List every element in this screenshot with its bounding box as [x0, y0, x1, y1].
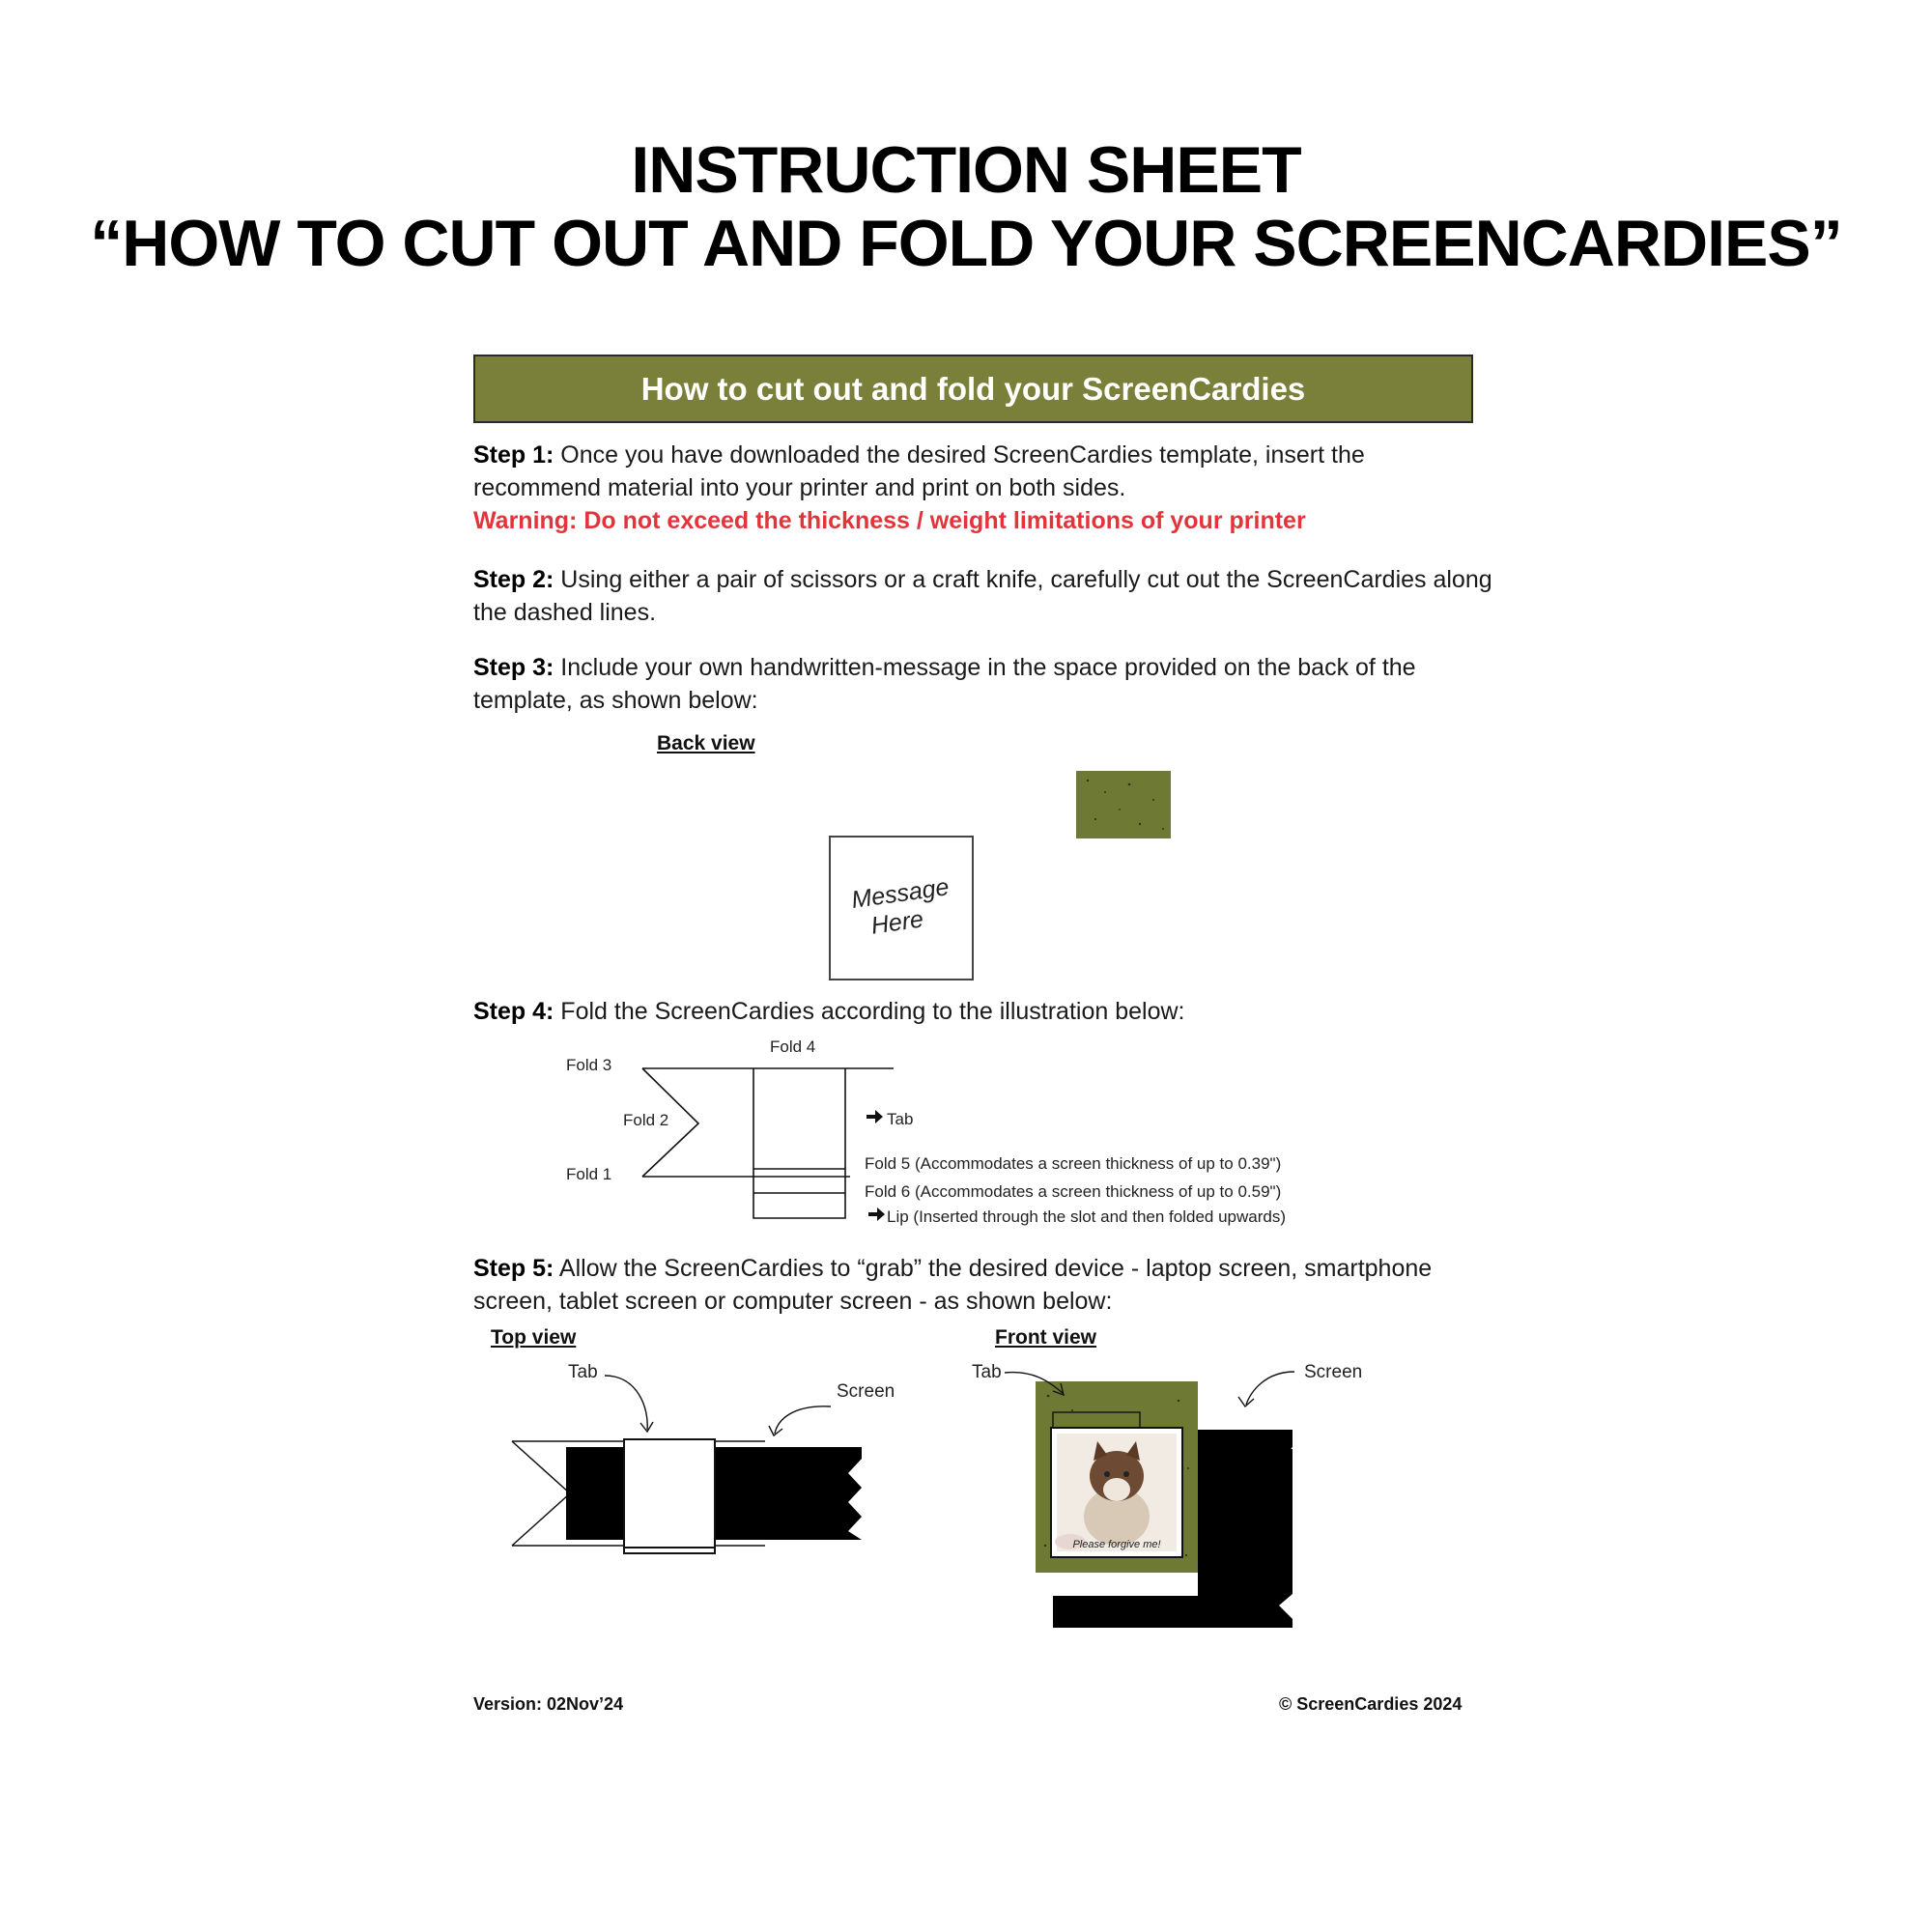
- banner-title: How to cut out and fold your ScreenCardies: [640, 370, 1306, 407]
- step3-text: Include your own handwritten-message in the space provided on the back of the template, as shown below:: [473, 654, 1416, 714]
- top-view-svg: [502, 1352, 927, 1575]
- fold-diagram-svg: [565, 1038, 1463, 1232]
- card-caption: Please forgive me!: [1072, 1539, 1161, 1550]
- back-view-label: Back view: [657, 732, 755, 754]
- step3-label: Step 3:: [473, 654, 554, 681]
- step1-text: Once you have downloaded the desired ScreenCardies template, insert the recommend material into your printer and print on both sides.: [473, 441, 1365, 501]
- front-screen-label: Screen: [1304, 1362, 1363, 1382]
- step1-label: Step 1:: [473, 441, 554, 469]
- top-zigzag: [512, 1441, 570, 1546]
- step5-text: Allow the ScreenCardies to “grab” the desired device - laptop screen, smartphone screen, tablet screen or computer screen - as shown below:: [473, 1255, 1433, 1315]
- message-line1: Message: [849, 873, 952, 915]
- step4-text: Fold the ScreenCardies according to the illustration below:: [554, 998, 1185, 1025]
- fold6-label: Fold 6 (Accommodates a screen thickness of up to 0.59"): [865, 1182, 1282, 1201]
- green-swatch: [1076, 771, 1171, 838]
- cat-muzzle: [1103, 1478, 1130, 1501]
- step2-label: Step 2:: [473, 566, 554, 593]
- top-tab-label: Tab: [568, 1362, 598, 1382]
- tab-label: Tab: [887, 1110, 914, 1128]
- message-line2: Here: [869, 905, 925, 940]
- top-view-diagram: [502, 1352, 927, 1575]
- screen-pointer-curve: [775, 1406, 831, 1434]
- fold5-label: Fold 5 (Accommodates a screen thickness of up to 0.39"): [865, 1154, 1282, 1173]
- message-box: [829, 836, 974, 980]
- step5-label: Step 5:: [473, 1255, 554, 1282]
- tab-arrow-icon: [867, 1110, 883, 1123]
- fold4-label: Fold 4: [770, 1038, 816, 1056]
- step5-paragraph: [473, 1252, 1497, 1318]
- tab-pointer-curve: [605, 1376, 647, 1430]
- screen-right-block: [713, 1447, 862, 1540]
- step1-paragraph: [473, 439, 1497, 537]
- front-view-svg: [956, 1352, 1401, 1642]
- step1-warning: Warning: Do not exceed the thickness / weight limitations of your printer: [473, 507, 1306, 534]
- section-banner: [473, 355, 1473, 423]
- tab-lip: [624, 1548, 715, 1553]
- step4-label: Step 4:: [473, 998, 554, 1025]
- copyright-text: © ScreenCardies 2024: [1279, 1694, 1463, 1714]
- top-view-label: Top view: [491, 1326, 577, 1349]
- fold-diagram: [565, 1038, 1463, 1232]
- version-text: Version: 02Nov’24: [473, 1694, 624, 1714]
- top-screen-label: Screen: [837, 1381, 895, 1402]
- front-screen-pointer-arrowhead: [1238, 1397, 1254, 1406]
- green-swatch-speckles: [1076, 771, 1171, 838]
- fold3-label: Fold 3: [566, 1056, 612, 1074]
- fold1-label: Fold 1: [566, 1165, 612, 1183]
- step2-paragraph: [473, 563, 1497, 629]
- tab-pointer-arrowhead: [640, 1422, 653, 1432]
- lip-arrow-icon: [868, 1208, 885, 1221]
- cat-eye-right: [1123, 1471, 1129, 1477]
- tab-card: [624, 1439, 715, 1548]
- front-tab-label: Tab: [972, 1362, 1002, 1382]
- front-view-label: Front view: [995, 1326, 1097, 1349]
- page-title-line2: “HOW TO CUT OUT AND FOLD YOUR SCREENCARDIES”: [90, 207, 1842, 280]
- page-title-line1: INSTRUCTION SHEET: [631, 133, 1301, 207]
- message-script: [831, 838, 972, 979]
- lip-label: Lip (Inserted through the slot and then folded upwards): [887, 1208, 1286, 1226]
- cat-eye-left: [1104, 1471, 1110, 1477]
- front-view-diagram: [956, 1352, 1401, 1642]
- step4-paragraph: [473, 995, 1497, 1028]
- tab-panel: [753, 1068, 845, 1218]
- fold2-label: Fold 2: [623, 1111, 669, 1129]
- step2-text: Using either a pair of scissors or a craft knife, carefully cut out the ScreenCardies along the dashed lines.: [473, 566, 1492, 626]
- step3-paragraph: [473, 651, 1497, 717]
